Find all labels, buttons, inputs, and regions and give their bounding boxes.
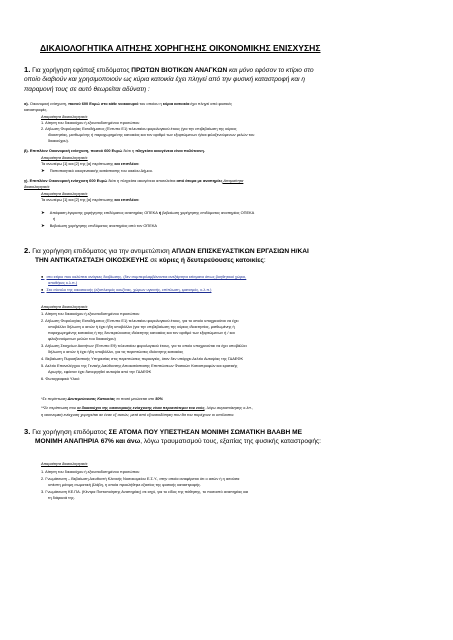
section-1-intro-tail: και μόνο εφόσον το κτίριο στο — [227, 67, 314, 74]
section-2-intro-bold: ΑΠΛΩΝ ΕΠΙΣΚΕΥΑΣΤΙΚΩΝ ΕΡΓΑΣΙΩΝ Η/ΚΑΙ — [171, 248, 309, 255]
section-2-item-3-cont: δήλωση ο αιτών ή έχει ήδη υποβάλλει, για τις περιπτώσεις ιδιόκτητης κατοικίας — [48, 349, 184, 354]
section-3-item-1: 1. Αίτηση του δικαιούχου ή εξουσιοδοτημένου προσώπου — [41, 469, 140, 474]
section-1a-line-2: καταστροφές. — [24, 107, 48, 112]
section-1b-item-2 — [41, 168, 153, 173]
section-3-item-3: 3. Γνωμάτευση ΚΕ.ΠΑ. (Κέντρα Πιστοποίησης Αναπηρίας) σε ισχύ, για το είδος της πάθησης, το ποσοστό αναπηρίας και — [41, 489, 249, 494]
section-2-note-1-bold: Δευτερεύουσας Κατοικίας — [67, 396, 116, 401]
section-3-item-3-cont: τη διάρκειά της. — [48, 495, 75, 500]
section-3-number: 3. — [24, 427, 31, 436]
section-1b-bold-2: πληγείσα οικογένεια είναι πολύτεκνη. — [135, 148, 205, 153]
section-1a-item-1: 1. Αίτηση του δικαιούχου ή εξουσιοδοτημένου προσώπου — [41, 120, 140, 125]
bullet-dot-icon: ● — [41, 274, 44, 279]
section-2-intro-text-2: σε — [148, 257, 160, 264]
section-2-note-2-cont: η οικονομική ενίσχυση χορηγείται σε έναν εξ αυτών, μετά από εξουσιοδότηση που θα του παρέχουν οι υπόλοιποι. — [41, 412, 235, 417]
section-1c-requirements-label: Απαραίτητα δικαιολογητικά: — [41, 191, 88, 196]
section-1c-bold-1: γ). Επιπλέον Οικονομική ενίσχυση 600 Ευρώ — [24, 178, 108, 183]
section-2-item-3: 3. Δήλωση Στοιχείων Ακινήτων (Έντυπο Ε9) τελευταίου φορολογικού έτους, για το οποίο υποχρεούται να έχει υποβάλλει — [41, 343, 247, 348]
section-1b-line-1 — [24, 148, 205, 153]
section-1b-text-1: διότι η — [122, 148, 136, 153]
arrow-bullet-icon: ➤ — [41, 168, 45, 173]
section-2-number: 2. — [24, 246, 31, 255]
section-2-item-4: 4. Βεβαίωση Πυροσβεστικής Υπηρεσίας στις περιπτώσεις πυρκαγιάς, όταν δεν υπάρχει Δελτίο Αυτοψίας της ΓΔΑΕΦΚ — [41, 356, 244, 361]
arrow-bullet-icon: ➤ — [41, 210, 45, 215]
section-2-item-2-cont-3: φιλοξενούμενων μελών του δικαιούχου) — [48, 336, 116, 341]
section-2-bullet-1-cont: αποθήκες κ.λ.π.) — [48, 280, 78, 285]
section-2-note-1-percent: 50% — [155, 396, 163, 401]
section-1b-item-1 — [41, 161, 139, 166]
section-2-bullet-2-text: Στο σύνολο της οικοσκευής (εξοπλισμός κουζίνας, χώρων υγιεινής, επίπλωση, ιματισμός, κ.λ.π.) — [46, 287, 212, 292]
section-2-requirements-label: Απαραίτητα δικαιολογητικά: — [41, 304, 88, 309]
section-3-requirements-label: Απαραίτητα δικαιολογητικά: — [41, 461, 88, 466]
section-3-intro-text-2: , λόγω τραυματισμού τους, εξαιτίας της φυσικής καταστροφής: — [140, 438, 321, 445]
section-1c-item-2-or-line: ή — [53, 216, 56, 221]
section-2-intro-text: Για χορήγηση επιδόματος για την αντιμετώπιση — [32, 248, 172, 255]
section-1b-item-1-bold: και επιπλέον: — [114, 161, 140, 166]
section-1b-item-1-text: Τα ανωτέρω [1] και [2] της [α] περίπτωσης — [41, 161, 115, 166]
section-2-note-1 — [41, 396, 163, 401]
section-2-note-2-text: **Σε περίπτωση που — [41, 405, 78, 410]
section-1a-item-2-cont-1: ιδιοκτησίας, μισθωμένης ή παραχωρημένης κατοικίας και τον αριθμό των εξαρτώμενων ή/και φιλοξενούμενων μελών του — [48, 132, 255, 137]
section-1-intro-line-1 — [24, 66, 314, 75]
section-3-item-2-cont: υπέστη μόνιμη σωματική βλάβη, η οποία προκλήθηκε εξαιτίας της φυσικής καταστροφής. — [48, 482, 201, 487]
section-1c-item-2-or: ή — [158, 210, 162, 215]
section-1a-bold-2: κύρια κατοικία — [162, 101, 190, 106]
section-2-intro-line-2 — [35, 257, 266, 265]
section-2-item-5-cont: Αρωγής, εφόσον έχει διενεργηθεί αυτοψία από την ΓΔΑΕΦΚ — [48, 369, 152, 374]
section-2-note-2-tail: , λόγω συγκατοίκησης κ.λπ., — [204, 405, 254, 410]
section-1a-bold-1: ποσού 600 Ευρώ στο κάθε νοικοκυριό — [68, 101, 139, 106]
section-1c-item-2-text: Απόφαση έγκρισης χορήγησης επιδόματος αναπηρίας ΟΠΕΚΑ — [49, 210, 159, 215]
section-3-intro-line-1 — [24, 428, 302, 437]
section-1c-item-2-tail: βεβαίωση χορήγησης επιδόματος αναπηρίας ΟΠΕΚΑ — [161, 210, 255, 215]
section-1a-item-2-cont-2: δικαιούχου). — [48, 138, 69, 143]
section-3-intro-line-2 — [35, 438, 321, 446]
section-2-bullet-2 — [41, 287, 211, 292]
section-1b-bold-1: β). Επιπλέον Οικονομική ενίσχυση, ποσού 600 Ευρώ — [24, 148, 123, 153]
section-2-bullet-1 — [41, 274, 246, 279]
section-3-intro-text: Για χορήγηση επιδόματος — [32, 429, 109, 436]
section-1c-item-2 — [41, 210, 254, 215]
section-2-item-5: 5. Δελτίο Επανελέγχου της Γενικής Διεύθυνσης Αποκατάστασης Επιπτώσεων Φυσικών Καταστροφών και κρατικής — [41, 363, 238, 368]
section-2-item-2: 2. Δήλωση Φορολογίας Εισοδήματος (Έντυπο Ε1) τελευταίου φορολογικού έτους, για το οποίο υποχρεούται να έχει — [41, 318, 239, 323]
section-2-note-1-text: *Σε περίπτωση — [41, 396, 68, 401]
section-2-item-2-cont-1: υποβάλλει δήλωση ο αιτών ή έχει ήδη υποβάλλει (για την επιβεβαίωση της κύριας ιδιοκτησίας, μισθωμένης ή — [48, 324, 235, 329]
section-2-item-1: 1. Αίτηση του δικαιούχου ή εξουσιοδοτημένου προσώπου — [41, 311, 140, 316]
section-1a-requirements-label: Απαραίτητα δικαιολογητικά: — [41, 114, 88, 119]
section-2-note-2-bold: οι δικαιούχοι της οικονομικής ενίσχυσης είναι περισσότεροι του ενός — [77, 405, 205, 410]
section-2-item-2-cont-2: παραχωρημένης κατοικίας ή της δευτερεύουσας ιδιόκτητης κατοικίας και τον αριθμό των εξαρτώμενων ή / και — [48, 330, 235, 335]
section-3-intro-bold: ΣΕ ΑΤΟΜΑ ΠΟΥ ΥΠΕΣΤΗΣΑΝ ΜΟΝΙΜΗ ΣΩΜΑΤΙΚΗ ΒΛΑΒΗ ΜΕ — [108, 429, 302, 436]
section-1a-text-2: του οποίου η — [138, 101, 163, 106]
section-1-number: 1. — [24, 65, 31, 74]
arrow-bullet-icon: ➤ — [41, 223, 45, 228]
bullet-dot-icon: ● — [41, 287, 44, 292]
section-1-intro-line-2: οποίο διαβιούν και χρησιμοποιούν ως κύρια κατοικία έχει πληγεί από την φυσική καταστροφή και η — [24, 76, 305, 83]
section-1-intro-bold: ΠΡΩΤΩΝ ΒΙΟΤΙΚΩΝ ΑΝΑΓΚΩΝ — [131, 67, 228, 74]
section-1c-item-3 — [41, 223, 157, 228]
section-2-note-1-text-2: το ποσό μειώνεται στο — [115, 396, 156, 401]
section-1b-requirements-label: Απαραίτητα δικαιολογητικά: — [41, 155, 88, 160]
section-1c-item-1-bold: και επιπλέον: — [114, 197, 140, 202]
section-1c-line-1 — [24, 178, 243, 183]
section-3-intro-bold-2: ΜΟΝΙΜΗ ΑΝΑΠΗΡΙΑ 67% και άνω — [35, 438, 141, 445]
section-1c-bold-2: από άτομα με αναπηρίες — [176, 178, 223, 183]
section-1a-line-1 — [24, 101, 232, 106]
section-2-note-2 — [41, 405, 253, 410]
section-1a-label: α). — [24, 101, 30, 106]
section-2-item-6: 6. Φωτογραφικό Υλικό — [41, 376, 80, 381]
section-1b-item-2-text: Πιστοποιητικό οικογενειακής κατάστασης του οικείου Δήμου. — [49, 168, 153, 173]
section-1c-line-2: δικαιολογητικά: — [24, 184, 50, 189]
section-1c-item-1 — [41, 197, 139, 202]
section-1-intro-line-3: παραμονή τους σε αυτό θεωρείται αδύνατη : — [24, 86, 150, 93]
section-1a-text-3: έχει πληγεί από φυσικές — [189, 101, 232, 106]
section-2-bullet-1-text: στο κτίριο που καλύπτει ανάγκες διαβίωσης, (δεν συμπεριλαμβάνονται ανεξάρτητα κτίσματα όπως βοηθητικοί χώροι, — [46, 274, 247, 279]
section-1c-item-3-text: Βεβαίωση χορήγησης επιδόματος αναπηρίας από τον ΟΠΕΚΑ — [49, 223, 158, 228]
section-1c-requirements-inline: Απαραίτητα — [222, 178, 244, 183]
section-2-intro-bold-2: ΤΗΝ ΑΝΤΙΚΑΤΑΣΤΑΣΗ ΟΙΚΟΣΚΕΥΗΣ — [35, 257, 149, 264]
section-2-intro-line-1 — [24, 247, 309, 256]
section-1c-item-1-text: Τα ανωτέρω [1] και [2] της [α] περίπτωσης — [41, 197, 115, 202]
section-2-intro-bold-3: κύριες ή δευτερεύουσες κατοικίες — [159, 257, 264, 264]
section-1-intro-text: Για χορήγηση εφάπαξ επιδόματος — [32, 67, 132, 74]
section-2-intro-colon: : — [263, 257, 266, 264]
section-1a-item-2: 2. Δήλωση Φορολογίας Εισοδήματος (Έντυπο Ε1) τελευταίου φορολογικού έτους (για την επιβεβαίωση της κύριας — [41, 126, 237, 131]
document-title: ΔΙΚΑΙΟΛΟΓΗΤΙΚΑ ΑΙΤΗΣΗΣ ΧΟΡΗΓΗΣΗΣ ΟΙΚΟΝΟΜΙΚΗΣ ΕΝΙΣΧΥΣΗΣ — [40, 43, 321, 53]
section-3-item-2: 2. Γνωμάτευση – Βεβαίωση Διευθυντή Κλινικής Νοσοκομείου Ε.Σ.Υ., στην οποία αναφέρεται ότι ο αιτών ή η αιτούσα — [41, 476, 240, 481]
section-1a-text-1: Οικονομική ενίσχυση, — [29, 101, 69, 106]
section-1c-text-1: διότι η πληγείσα οικογένεια αποτελείται — [107, 178, 177, 183]
